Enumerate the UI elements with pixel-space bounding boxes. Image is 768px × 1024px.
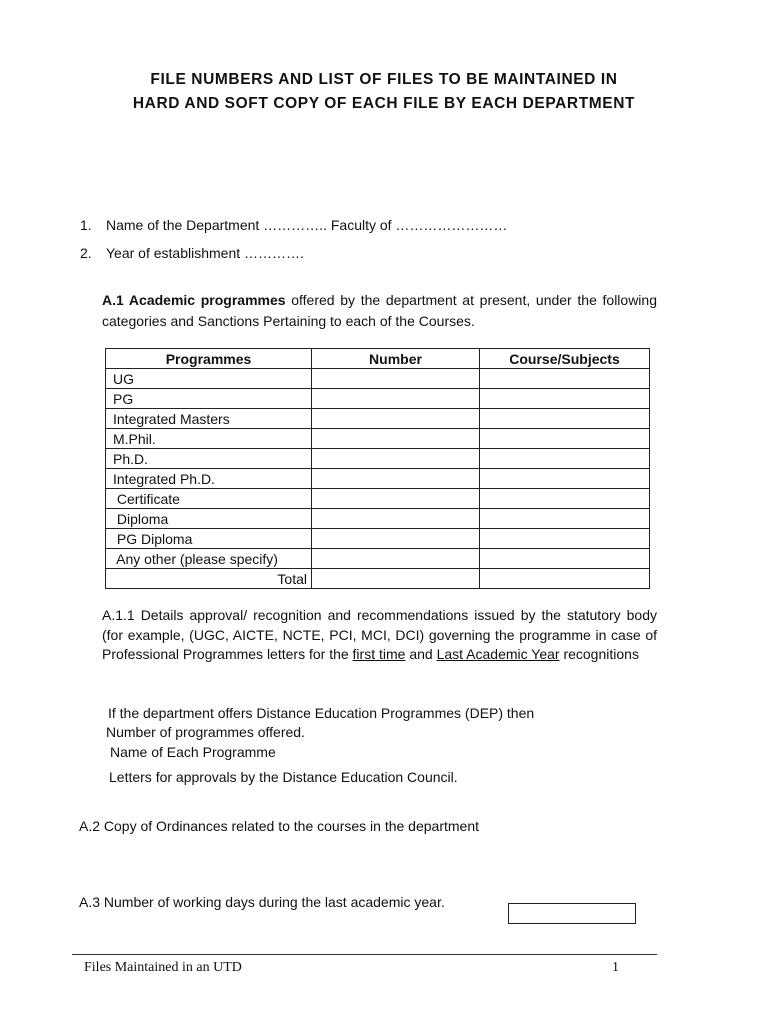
section-a3: A.3 Number of working days during the last academic year. (79, 894, 445, 910)
page-number: 1 (612, 960, 619, 975)
table-row (106, 489, 650, 509)
programme-cell: Ph.D. (106, 449, 312, 469)
and-text: and (405, 646, 437, 662)
course-cell (480, 369, 650, 389)
column-header-course-subjects: Course/Subjects (480, 349, 650, 369)
programme-cell: PG Diploma (106, 529, 312, 549)
footer-label: Files Maintained in an UTD (84, 960, 242, 975)
course-cell (480, 449, 650, 469)
table-row (106, 469, 650, 489)
document-title (0, 68, 768, 116)
last-academic-year-text: Last Academic Year (436, 646, 560, 662)
title-line-1: FILE NUMBERS AND LIST OF FILES TO BE MAINTAINED IN (150, 71, 618, 88)
title-line-2: HARD AND SOFT COPY OF EACH FILE BY EACH DEPARTMENT (132, 95, 636, 112)
table-row (106, 389, 650, 409)
table-row (106, 549, 650, 569)
section-a11-paragraph (102, 606, 657, 665)
table-row (106, 529, 650, 549)
number-cell (312, 509, 480, 529)
column-header-programmes: Programmes (106, 349, 312, 369)
working-days-input-box (508, 903, 636, 924)
section-a1-paragraph (102, 290, 657, 332)
programme-cell: UG (106, 369, 312, 389)
number-cell (312, 569, 480, 589)
item-text: Year of establishment …………. (106, 245, 304, 261)
course-cell (480, 489, 650, 509)
number-cell (312, 389, 480, 409)
item-number: 1. (80, 217, 92, 233)
course-cell (480, 549, 650, 569)
programme-cell: Integrated Masters (106, 409, 312, 429)
dep-line-3: Name of Each Programme (110, 744, 276, 760)
section-a11-text: A.1.1 Details approval/ recognition and recommendations issued by the statutory body (for example, (UGC, AICTE, NCTE, PCI, MCI, DCI) governing the programme in case of Professional Programmes letters for the (102, 607, 657, 662)
course-cell (480, 569, 650, 589)
number-cell (312, 489, 480, 509)
number-cell (312, 529, 480, 549)
programme-cell: M.Phil. (106, 429, 312, 449)
table-row (106, 369, 650, 389)
number-cell (312, 449, 480, 469)
number-cell (312, 369, 480, 389)
section-a1-text: offered by the department at present, under the following categories and Sanctions Pertaining to each of the Courses. (102, 292, 657, 329)
number-cell (312, 549, 480, 569)
total-label: Total (106, 569, 312, 589)
dep-line-4: Letters for approvals by the Distance Education Council. (109, 769, 458, 785)
item-text: Name of the Department ………….. Faculty of …………………… (106, 217, 508, 233)
table-row (106, 429, 650, 449)
item-year-established (80, 245, 304, 261)
table-row (106, 449, 650, 469)
item-department-name (80, 217, 507, 233)
table-total-row (106, 569, 650, 589)
course-cell (480, 429, 650, 449)
course-cell (480, 469, 650, 489)
number-cell (312, 409, 480, 429)
item-number: 2. (80, 245, 92, 261)
programme-cell: PG (106, 389, 312, 409)
number-cell (312, 429, 480, 449)
course-cell (480, 509, 650, 529)
programme-cell: Integrated Ph.D. (106, 469, 312, 489)
recognitions-text: recognitions (559, 646, 639, 662)
number-cell (312, 469, 480, 489)
course-cell (480, 529, 650, 549)
dep-line-1: If the department offers Distance Education Programmes (DEP) then (108, 705, 535, 721)
table-row (106, 509, 650, 529)
programme-cell: Diploma (106, 509, 312, 529)
section-a1-heading: A.1 Academic programmes (102, 292, 286, 308)
section-a2: A.2 Copy of Ordinances related to the courses in the department (79, 818, 480, 834)
table-header-row (106, 349, 650, 369)
programmes-table (105, 348, 650, 589)
course-cell (480, 389, 650, 409)
dep-line-2: Number of programmes offered. (106, 724, 305, 740)
programme-cell: Any other (please specify) (106, 549, 312, 569)
column-header-number: Number (312, 349, 480, 369)
programme-cell: Certificate (106, 489, 312, 509)
footer-divider (72, 954, 657, 955)
course-cell (480, 409, 650, 429)
table-row (106, 409, 650, 429)
first-time-text: first time (352, 646, 406, 662)
